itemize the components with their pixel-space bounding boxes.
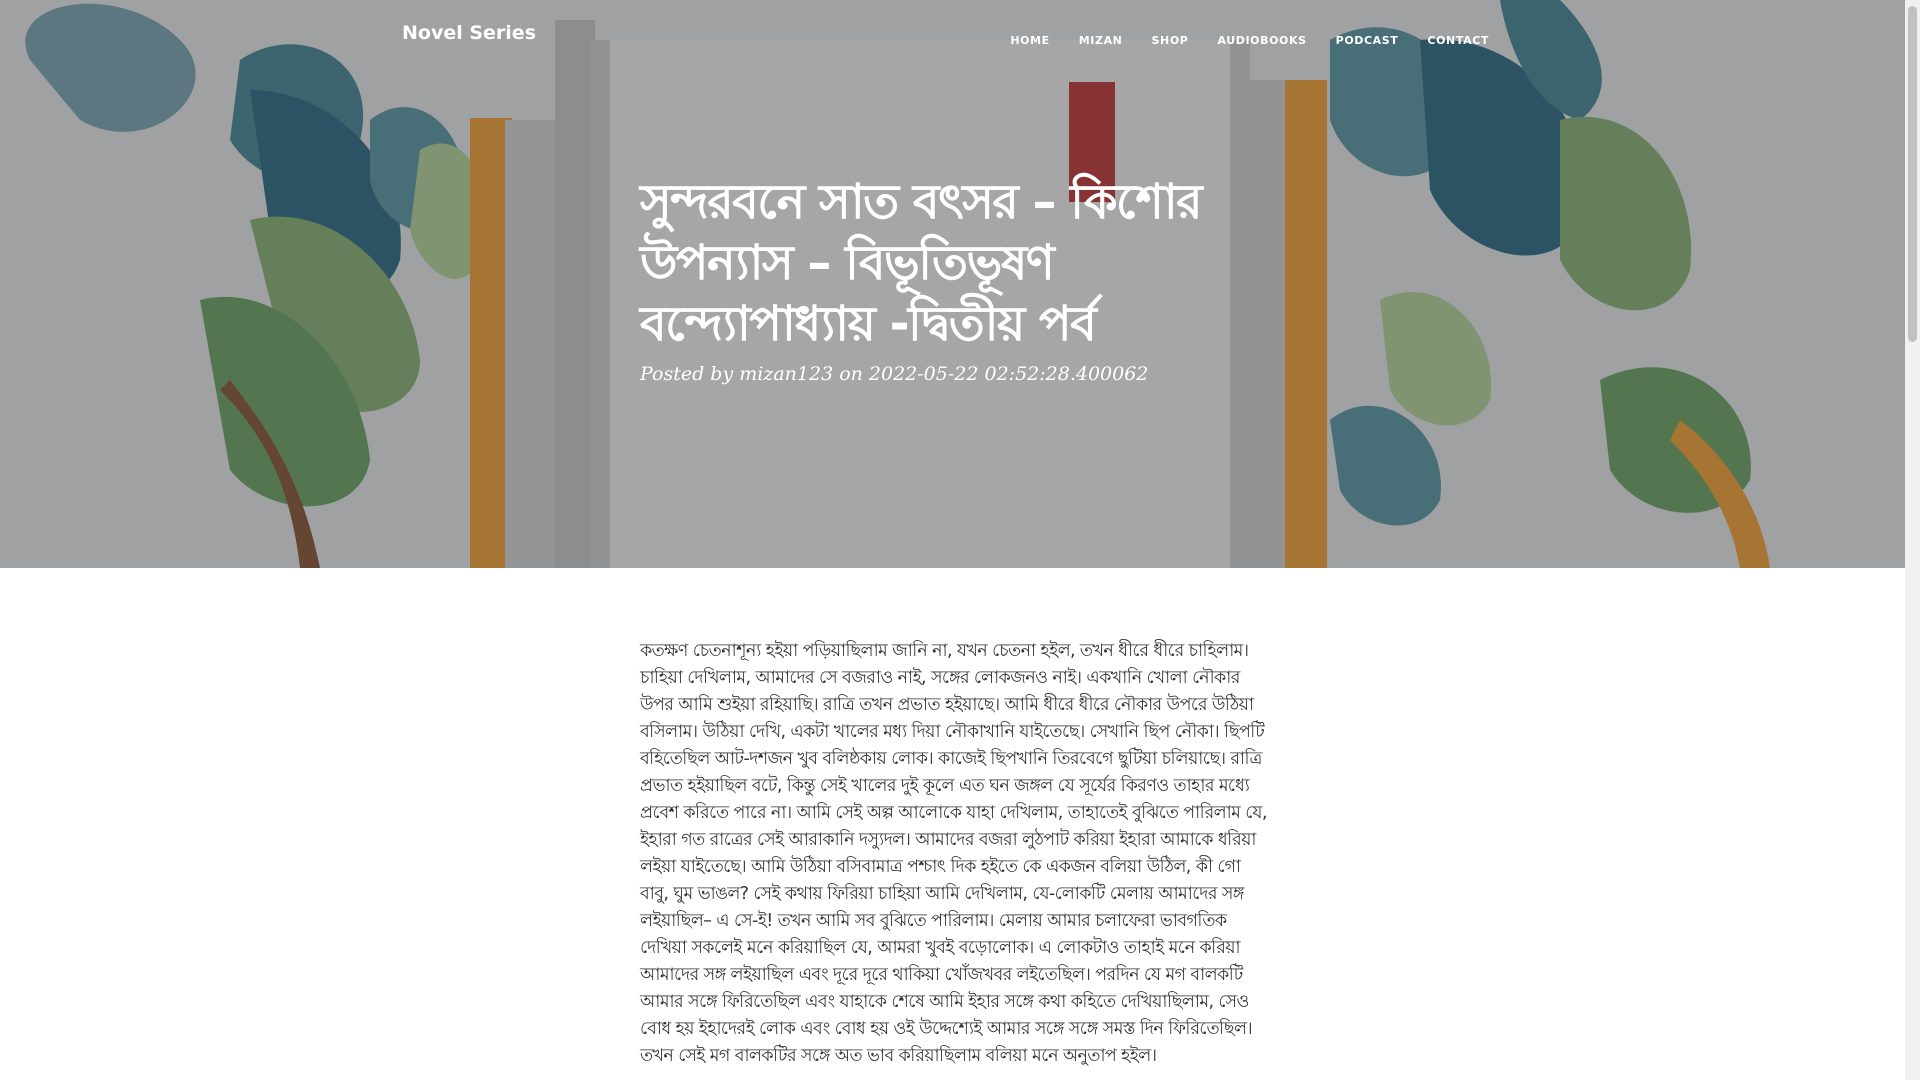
post-heading xyxy=(640,172,1280,385)
nav-menu xyxy=(981,29,1489,48)
scrollbar-thumb[interactable] xyxy=(1908,6,1917,342)
page-scrollbar[interactable] xyxy=(1905,0,1920,1080)
post-title: সুন্দরবনে সাত বৎসর – কিশোর উপন্যাস – বিভূতিভূষণ বন্দ্যোপাধ্যায় -দ্বিতীয় পর্ব xyxy=(640,174,1202,352)
nav-link-shop[interactable]: SHOP xyxy=(1151,34,1189,47)
nav-link-home[interactable]: HOME xyxy=(1010,34,1050,47)
site-brand-link[interactable]: Novel Series xyxy=(402,22,537,44)
nav-link-mizan[interactable]: MIZAN xyxy=(1078,34,1123,47)
nav-item-podcast xyxy=(1336,29,1399,48)
post-meta: Posted by mizan123 on 2022-05-22 02:52:28.400062 xyxy=(640,363,1149,385)
nav-item-audiobooks xyxy=(1217,29,1306,48)
nav-item-home xyxy=(1010,29,1049,48)
main-navbar xyxy=(0,0,1905,74)
nav-item-contact xyxy=(1427,29,1489,48)
nav-link-contact[interactable]: CONTACT xyxy=(1427,34,1489,47)
nav-item-shop xyxy=(1151,29,1188,48)
post-content xyxy=(640,638,1272,1070)
post-paragraph: কতক্ষণ চেতনাশূন্য হইয়া পড়িয়াছিলাম জানি না, যখন চেতনা হইল, তখন ধীরে ধীরে চাহিলাম। চাহিয়া দেখিলাম, আমাদের সে বজরাও নাই, সঙ্গের লোকজনও নাই। একখানি খোলা নৌকার উপর আমি শুইয়া রহিয়াছি। রাত্রি তখন প্রভাত হইয়াছে। আমি ধীরে ধীরে নৌকার উপরে উঠিয়া বসিলাম। উঠিয়া দেখি, একটা খালের মধ্য দিয়া নৌকাখানি যাইতেছে। সেখানি ছিপ নৌকা। ছিপটি বহিতেছিল আট-দশজন খুব বলিষ্ঠকায় লোক। কাজেই ছিপখানি তিরবেগে ছুটিয়া চলিয়াছে। রাত্রি প্রভাত হইয়াছিল বটে, কিন্তু সেই খালের দুই কূলে এত ঘন জঙ্গল যে সূর্যের কিরণও তাহার মধ্যে প্রবেশ করিতে পারে না। আমি সেই অল্প আলোকে যাহা দেখিলাম, তাহাতেই বুঝিতে পারিলাম যে, ইহারা গত রাত্রের সেই আরাকানি দস্যুদল। আমাদের বজরা লুঠপাট করিয়া ইহারা আমাকে ধরিয়া লইয়া যাইতেছে। আমি উঠিয়া বসিবামাত্র পশ্চাৎ দিক হইতে কে একজন বলিয়া উঠিল, কী গো বাবু, ঘুম ভাঙল? সেই কথায় ফিরিয়া চাহিয়া আমি দেখিলাম, যে-লোকটি মেলায় আমাদের সঙ্গ লইয়াছিল– এ সে-ই! তখন আমি সব বুঝিতে পারিলাম। মেলায় আমার চলাফেরা ভাবগতিক দেখিয়া সকলেই মনে করিয়াছিল যে, আমরা খুবই বড়োলোক। এ লোকটাও তাহাই মনে করিয়া আমাদের সঙ্গ লইয়াছিল এবং দূরে দূরে থাকিয়া খোঁজখবর লইতেছিল। পরদিন যে মগ বালকটি আমার সঙ্গে ফিরিতেছিল এবং যাহাকে শেষে আমি ইহার সঙ্গে কথা কহিতে দেখিয়াছিলাম, সেও বোধ হয় ইহাদেরই লোক এবং বোধ হয় ওই উদ্দেশ্যেই আমার সঙ্গে সঙ্গে সমস্ত দিন ফিরিতেছিল। তখন সেই মগ বালকটির সঙ্গে অত ভাব করিয়াছিলাম বলিয়া মনে অনুতাপ হইল। xyxy=(640,641,1267,1066)
nav-item-mizan xyxy=(1079,29,1123,48)
nav-link-podcast[interactable]: PODCAST xyxy=(1335,34,1399,47)
nav-link-audiobooks[interactable]: AUDIOBOOKS xyxy=(1217,34,1307,47)
